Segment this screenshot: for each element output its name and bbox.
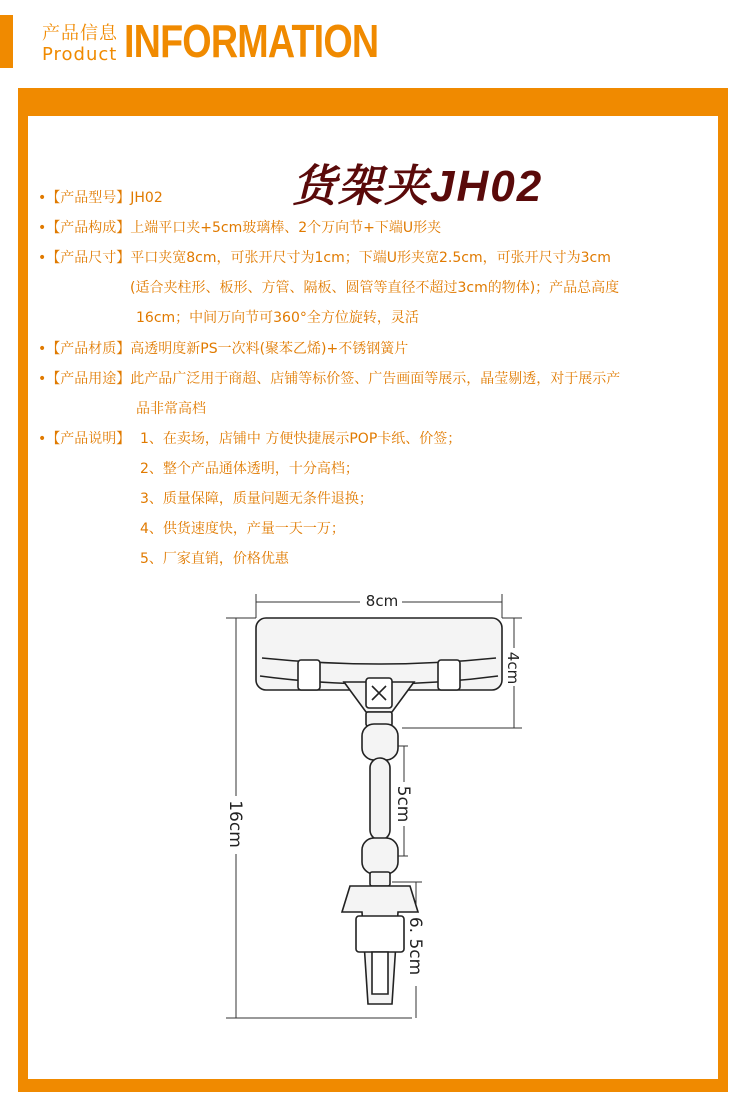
spec-desc-item-1: 1、在卖场，店铺中 方便快捷展示POP卡纸、价签； [140, 431, 462, 447]
header-en-title: Product [42, 44, 118, 65]
spec-desc-item-3: 3、质量保障，质量问题无条件退换； [140, 491, 373, 507]
spec-desc-item-2: 2、整个产品通体透明，十分高档； [140, 461, 359, 477]
header-big-title: INFORMATION [124, 15, 379, 67]
spec-size-line-1: •【产品尺寸】平口夹宽8cm，可张开尺寸为1cm；下端U形夹宽2.5cm，可张开尺寸为3cm [38, 250, 611, 266]
header-accent-bar [0, 15, 13, 68]
spec-size-line-3: 16cm；中间万向节可360°全方位旋转，灵活 [136, 310, 419, 326]
spec-use-line-1: •【产品用途】此产品广泛用于商超、店铺等标价签、广告画面等展示，晶莹剔透，对于展示产 [38, 371, 621, 387]
spec-model: •【产品型号】JH02 [38, 190, 163, 206]
spec-size-line-2: (适合夹柱形、板形、方管、隔板、圆管等直径不超过3cm的物体)；产品总高度 [130, 280, 620, 296]
product-title: 货架夹JH02 [292, 162, 544, 211]
spec-desc-item-5: 5、厂家直销，价格优惠 [140, 551, 289, 567]
dimension-total-label: 16cm [225, 800, 245, 848]
header-cn-title: 产品信息 [42, 23, 118, 44]
spec-composition: •【产品构成】上端平口夹+5cm玻璃棒、2个万向节+下端U形夹 [38, 220, 442, 236]
dimension-width-label: 8cm [365, 592, 399, 610]
dimension-uclip-label: 6. 5cm [405, 916, 425, 976]
product-dimension-diagram [222, 586, 522, 1032]
dimension-rod-label: 5cm [393, 785, 413, 823]
spec-desc-item-4: 4、供货速度快，产量一天一万； [140, 521, 345, 537]
spec-material: •【产品材质】高透明度新PS一次料(聚苯乙烯)+不锈钢簧片 [38, 341, 409, 357]
spec-desc-label: •【产品说明】 [38, 431, 131, 447]
dimension-clip-height-label: 4cm [504, 651, 522, 685]
spec-use-line-2: 品非常高档 [136, 401, 206, 417]
